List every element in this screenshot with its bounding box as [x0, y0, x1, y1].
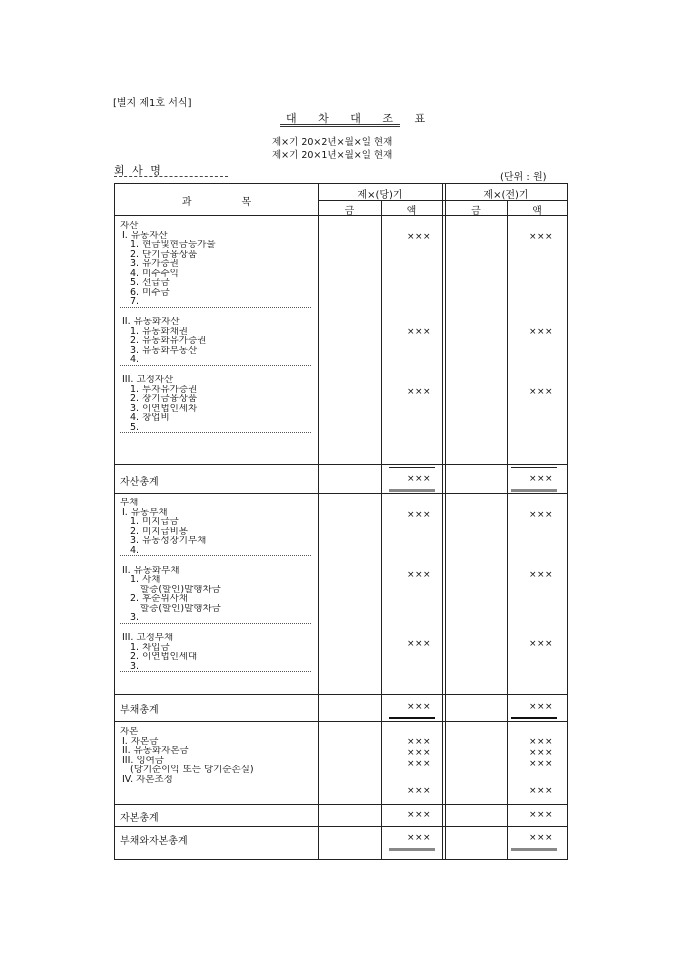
amount-value: ××× [406, 232, 432, 242]
account-item: 2. 장기금융상품 [130, 394, 198, 404]
col-divider [318, 184, 319, 859]
double-rule [511, 848, 557, 851]
account-item: 할증(할인)발행차금 [140, 584, 221, 594]
section-rule [115, 721, 567, 722]
amount-value: ××× [528, 510, 554, 520]
amount-value: ××× [406, 570, 432, 580]
amount-header-right: 액 [406, 206, 417, 217]
account-item: 할증(할인)발행차금 [140, 603, 221, 613]
amount-value: ××× [406, 387, 432, 397]
amount-header-right: 액 [532, 206, 542, 217]
amount-value: ××× [528, 387, 554, 397]
amount-value: ××× [406, 833, 432, 843]
account-item: 3. 유가증권 [130, 259, 179, 269]
current-assets-label: I. 유동자산 [122, 230, 168, 240]
amount-value: ××× [528, 737, 554, 747]
account-item: 6. 미수금 [130, 287, 170, 297]
amount-value: ××× [406, 748, 432, 758]
prior-period-header: 제×(전)기 [483, 190, 529, 201]
account-item: 2. 미지급비용 [130, 526, 188, 536]
account-item: 1. 차입금 [130, 642, 170, 652]
amount-value: ××× [406, 759, 432, 769]
account-item: 3. [120, 662, 311, 673]
securitized-liabilities-label: II. 유동화부채 [122, 565, 180, 575]
account-item: 4. 미수수익 [130, 268, 179, 278]
capital-adjustment-label: IV. 자본조정 [122, 774, 173, 784]
amount-value: ××× [528, 639, 554, 649]
account-item: 3. 유동화부동산 [130, 345, 198, 355]
company-label: 회 사 명 [114, 164, 163, 177]
amount-value: ××× [528, 748, 554, 758]
date-current: 제×기 20×2년×월×일 현재 [272, 137, 393, 148]
account-item: II. 유동화자본금 [122, 746, 189, 756]
amount-value: ××× [528, 759, 554, 769]
account-header: 과 목 [181, 197, 252, 208]
amount-header-left: 금 [344, 206, 355, 217]
securitized-assets-label: II. 유동화자산 [122, 317, 180, 327]
account-item: 5. 선급금 [130, 278, 170, 288]
account-item: 4. 창업비 [130, 413, 170, 423]
double-rule [511, 717, 557, 719]
income-note: (당기순이익 또는 당기순손실) [130, 765, 254, 775]
double-rule [389, 848, 435, 851]
account-item: III. 잉여금 [122, 755, 164, 765]
sum-rule [389, 694, 435, 695]
double-rule [389, 489, 435, 492]
amount-value: ××× [528, 786, 554, 796]
amount-value: ××× [406, 474, 432, 484]
amount-value: ××× [528, 474, 554, 484]
amount-value: ××× [406, 510, 432, 520]
col-divider [445, 184, 446, 859]
capital-total-label: 자본총계 [120, 813, 159, 824]
assets-total-label: 자산총계 [120, 477, 159, 488]
grand-total-label: 부채와자본총계 [120, 836, 188, 847]
amount-value: ××× [406, 639, 432, 649]
account-item: 5. [120, 423, 311, 434]
col-divider [507, 201, 508, 859]
account-item: 4. [120, 546, 311, 557]
account-item: 1. 미지급금 [130, 517, 179, 527]
amount-header-left: 금 [471, 206, 481, 217]
form-label: [별지 제1호 서식] [113, 98, 192, 109]
account-item: 4. [120, 355, 311, 366]
amount-value: ××× [406, 327, 432, 337]
liabilities-section [120, 498, 313, 672]
account-item: 1. 사채 [130, 575, 161, 585]
sum-rule [511, 467, 557, 468]
assets-section [120, 221, 313, 433]
section-rule [115, 464, 567, 465]
account-item: I. 자본금 [122, 736, 159, 746]
amount-value: ××× [406, 810, 432, 820]
account-item: 1. 유동화채권 [130, 326, 188, 336]
section-rule [115, 694, 567, 695]
section-rule [115, 493, 567, 494]
fixed-liabilities-label: III. 고정부채 [122, 633, 174, 643]
account-item: 2. 단기금융상품 [130, 249, 198, 259]
double-rule [511, 489, 557, 492]
section-rule [115, 826, 567, 827]
assets-heading: 자산 [120, 221, 139, 231]
amount-value: ××× [528, 833, 554, 843]
amount-value: ××× [528, 810, 554, 820]
liabilities-total-label: 부채총계 [120, 705, 159, 716]
current-period-header: 제×(당)기 [357, 190, 403, 201]
sum-rule [389, 826, 435, 827]
sum-rule [511, 826, 557, 827]
title-underline [280, 124, 400, 127]
amount-value: ××× [406, 737, 432, 747]
amount-value: ××× [528, 232, 554, 242]
amount-value: ××× [528, 702, 554, 712]
sum-rule [389, 467, 435, 468]
account-item: 1. 현금및현금등가물 [130, 240, 216, 250]
account-item: 3. [120, 613, 311, 624]
amount-value: ××× [406, 786, 432, 796]
document-title: 대 차 대 조 표 [286, 112, 435, 125]
balance-sheet-table [114, 183, 568, 860]
account-item: 1. 투자유가증권 [130, 384, 198, 394]
current-liabilities-label: I. 유동부채 [122, 507, 168, 517]
capital-heading: 자본 [120, 727, 139, 737]
account-item: 3. 이연법인세차 [130, 403, 198, 413]
account-item: 2. 유동화유가증권 [130, 336, 207, 346]
col-divider [381, 201, 382, 859]
account-item: 2. 이연법인세대 [130, 652, 198, 662]
date-prior: 제×기 20×1년×월×일 현재 [272, 150, 393, 161]
account-item: 2. 후순위사채 [130, 594, 188, 604]
liabilities-heading: 부채 [120, 498, 139, 508]
section-rule [115, 804, 567, 805]
sum-rule [511, 694, 557, 695]
amount-value: ××× [528, 570, 554, 580]
fixed-assets-label: III. 고정자산 [122, 375, 174, 385]
account-item: 3. 유동성장기부채 [130, 536, 207, 546]
company-underline [114, 176, 228, 177]
col-divider [442, 184, 443, 859]
account-item: 7. [120, 297, 311, 308]
capital-section [120, 727, 313, 784]
unit-label: (단위 : 원) [500, 172, 547, 183]
amount-value: ××× [406, 702, 432, 712]
double-rule [389, 717, 435, 719]
amount-value: ××× [528, 327, 554, 337]
